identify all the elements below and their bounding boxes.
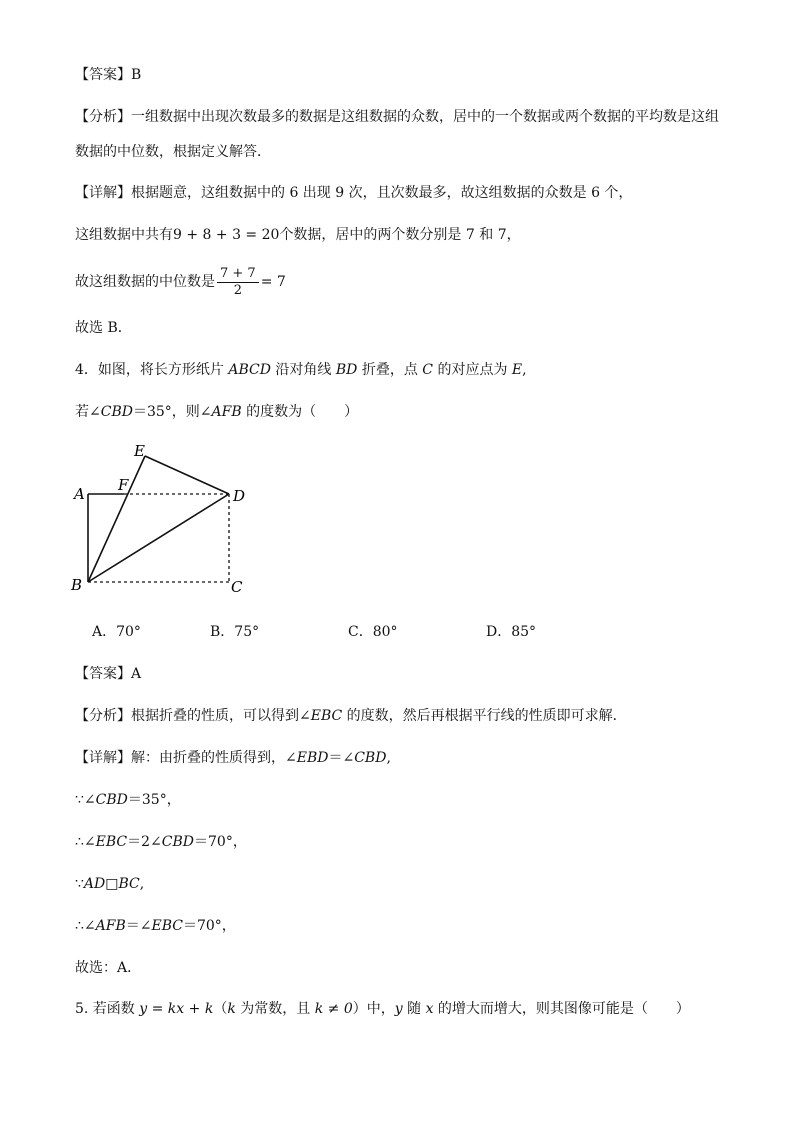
q4-stem-part: ＝35°，则∠ [132,404,212,420]
parallel-symbol: □ [105,876,119,892]
q4-detail-1 [75,748,391,768]
median-fraction [217,266,259,299]
median-line-pre: 故这组数据的中位数是 [75,274,215,290]
therefore-symbol: ∴∠ [75,834,96,850]
q4-detail-5 [75,916,236,936]
q4-stem-part: 4．如图，将长方形纸片 [75,362,229,378]
q5-part: 的增大而增大，则其图像可能是（ ） [433,1001,690,1017]
q4-stem-part: , [522,362,527,378]
q4-answer: 【答案】A [75,666,142,682]
fraction-result: = 7 [260,274,286,290]
q5-condition: k ≠ 0 [314,1001,353,1017]
q5-y: y [394,1001,403,1017]
fraction-numerator: 7 + 7 [217,266,259,283]
q4-stem-line-1 [75,360,527,380]
analysis-line-1: 【分析】一组数据中出现次数最多的数据是这组数据的众数，居中的一个数据或两个数据的平均数是这组 [75,109,719,125]
q4-d1-angle-b: CBD [354,750,387,766]
q4-d4-bc: BC [118,876,140,892]
q4-detail-2 [75,790,181,810]
q5-function: y = kx + k [139,1001,214,1017]
label-f: F [118,476,129,494]
q4-analysis-pre: 【分析】根据折叠的性质，可以得到∠ [75,708,311,724]
detail-line-2-pre: 这组数据中共有 [75,227,173,243]
label-c: C [231,578,243,596]
q4-e: E [511,362,523,378]
q4-stem-part: 的度数为（ ） [241,404,359,420]
q5-part: （ [213,1001,228,1017]
q4-detail-3 [75,832,247,852]
q4-abcd: ABCD [228,362,271,378]
q5-stem [75,999,690,1019]
q4-d3-post: ＝70°， [194,834,247,850]
q5-part: 5. 若函数 [75,1001,140,1017]
segment-be [88,456,145,582]
q4-c: C [422,362,434,378]
q4-d2-post: ＝35°， [127,792,181,808]
q4-d5-angle-b: EBC [151,918,183,934]
q4-choose: 故选：A． [75,960,142,976]
therefore-symbol: ∴∠ [75,918,96,934]
label-b: B [71,576,83,594]
q4-stem-part: 若∠ [75,404,101,420]
q4-analysis [75,706,627,726]
detail-line-1: 【详解】根据题意，这组数据中的 6 出现 9 次，且次数最多，故这组数据的众数是 6 个， [75,185,633,201]
q4-d1-pre: 【详解】解：由折叠的性质得到，∠ [75,750,297,766]
q4-d4-ad: AD [83,876,106,892]
q4-afb: AFB [211,404,242,420]
q5-x: x [425,1001,434,1017]
detail-line-2 [75,225,521,245]
q4-cbd: CBD [100,404,133,420]
q4-stem-line-2 [75,402,358,422]
q4-d1-mid: ＝∠ [328,750,355,766]
label-d: D [233,487,246,505]
q4-d3-mid: ＝2∠ [127,834,162,850]
segment-bd [88,494,229,582]
q4-stem-part: 沿对角线 [270,362,336,378]
q4-d1-end: , [386,750,391,766]
q5-k: k [227,1001,236,1017]
because-symbol: ∵∠ [75,792,96,808]
q4-d5-mid: ＝∠ [125,918,152,934]
q4-d5-post: ＝70°， [182,918,236,934]
q4-d4-end: , [139,876,145,892]
label-e: E [134,442,145,460]
median-line [75,265,286,299]
q4-stem-part: 的对应点为 [433,362,512,378]
q4-analysis-post: 的度数，然后再根据平行线的性质即可求解． [342,708,627,724]
q4-d3-angle-b: CBD [161,834,194,850]
sum-equation: 9 + 8 + 3 = 20 [173,227,280,243]
q4-detail-4 [75,874,144,894]
option-b: B．75° [210,624,260,640]
q4-stem-part: 折叠，点 [357,362,423,378]
q4-analysis-angle: EBC [310,708,343,724]
answer-line: 【答案】B [75,67,142,83]
choose-line-1: 故选 B． [75,320,132,336]
option-a: A．70° [92,624,141,640]
segment-ed [145,456,229,494]
label-a: A [74,485,85,503]
detail-line-2-post: 个数据，居中的两个数分别是 7 和 7， [279,227,521,243]
analysis-line-2: 数据的中位数，根据定义解答． [75,144,271,160]
q5-part: 随 [402,1001,426,1017]
because-symbol: ∵ [75,876,84,892]
q4-d3-angle-a: EBC [95,834,128,850]
q5-part: 为常数，且 [235,1001,315,1017]
q4-d2-angle: CBD [95,792,128,808]
option-c: C．80° [348,624,398,640]
q4-d1-angle-a: EBD [296,750,329,766]
q4-d5-angle-a: AFB [95,918,126,934]
fraction-denominator: 2 [233,282,242,298]
q4-bd: BD [335,362,358,378]
option-d: D．85° [486,624,537,640]
q5-part: ）中， [352,1001,395,1017]
fold-diagram [60,435,260,600]
